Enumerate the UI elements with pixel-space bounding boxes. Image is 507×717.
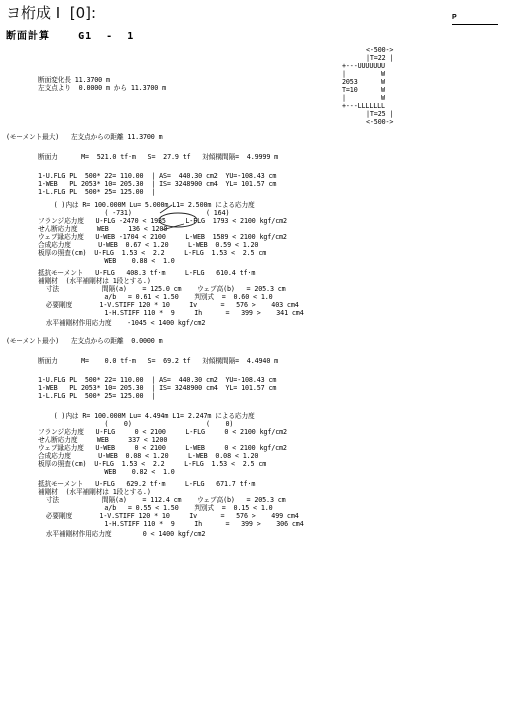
span-change-length: 断面変化長 11.3700 m	[38, 76, 110, 84]
check-row: 板厚の照査(cm) U-FLG 1.53 < 2.2 L-FLG 1.53 < 2.5 cm	[38, 460, 267, 468]
check-row: 水平補剛材作用応力度 0 < 1400 kgf/cm2	[38, 530, 206, 538]
check-row: フランジ応力度 U-FLG 0 < 2100 L-FLG 0 < 2100 kgf/cm2	[38, 428, 287, 436]
check-row: 水平補剛材作用応力度 -1045 < 1400 kgf/cm2	[38, 319, 206, 327]
check-row: 寸法 間隔(a) = 125.0 cm ウェブ高(b) = 205.3 cm	[38, 285, 286, 293]
section-forces: 断面力 M= 521.0 tf·m S= 27.9 tf 対傾構間隔= 4.9999 m	[38, 153, 279, 161]
section-property-row: 1-L.FLG PL 500* 25= 125.00 |	[38, 392, 156, 400]
page-mark: P	[452, 14, 457, 21]
diagram-line: <-500->	[366, 118, 394, 126]
section-property-row: 1-L.FLG PL 500* 25= 125.00 |	[38, 188, 156, 196]
check-row: 補剛材 (水平補剛材は 1段とする.)	[38, 277, 151, 285]
diagram-line: T=10 W	[342, 86, 385, 94]
check-row: 抵抗モーメント U-FLG 408.3 tf·m L-FLG 610.4 tf·m	[38, 269, 256, 277]
section-forces: 断面力 M= 0.0 tf·m S= 69.2 tf 対傾構間隔= 4.4940 m	[38, 357, 279, 365]
section-property-row: 1-U.FLG PL 500* 22= 110.00 | AS= 440.30 cm2 YU=-108.43 cm	[38, 376, 277, 384]
check-row: 寸法 間隔(a) = 112.4 cm ウェブ高(b) = 205.3 cm	[38, 496, 286, 504]
check-row: 合成応力度 U-WEB 0.67 < 1.20 L-WEB 0.59 < 1.20	[38, 241, 259, 249]
handwritten-title: ヨ桁成 I [0]:	[6, 4, 97, 22]
diagram-line: | W	[342, 70, 385, 78]
check-row: 1-H.STIFF 110 * 9 Ih = 399 > 306 cm4	[38, 520, 304, 528]
reference-stresses: ( -731) ( 164)	[38, 209, 230, 217]
check-row: WEB 0.82 < 1.0	[38, 468, 175, 476]
check-row: a/b = 0.61 < 1.50 判別式 = 0.60 < 1.0	[38, 293, 273, 301]
check-row: フランジ応力度 U-FLG -2470 < 1935 L-FLG 1793 < 2100 kgf/cm2	[38, 217, 287, 225]
check-row: ウェブ縁応力度 U-WEB -1704 < 2100 L-WEB 1589 < 2100 kgf/cm2	[38, 233, 287, 241]
check-row: せん断応力度 WEB 337 < 1200	[38, 436, 168, 444]
check-row: せん断応力度 WEB 136 < 1200	[38, 225, 168, 233]
stress-note: ( )内は R= 100.000M Lu= 4.494m L1= 2.247m による応力度	[38, 412, 255, 420]
section-property-row: 1-U.FLG PL 500* 22= 110.00 | AS= 440.30 cm2 YU=-108.43 cm	[38, 172, 277, 180]
check-row: a/b = 0.55 < 1.50 判別式 = 0.15 < 1.0	[38, 504, 273, 512]
case-heading: (モーメント最小) 左支点からの距離 0.0000 m	[6, 337, 163, 345]
check-row: 抵抗モーメント U-FLG 629.2 tf·m L-FLG 671.7 tf·m	[38, 480, 256, 488]
diagram-line: +---LLLLLLL	[342, 102, 385, 110]
check-row: 合成応力度 U-WEB 0.08 < 1.20 L-WEB 0.08 < 1.20	[38, 452, 259, 460]
check-row: 必要剛度 1-V.STIFF 120 * 10 Iv = 576 > 403 cm4	[38, 301, 299, 309]
diagram-line: |T=25 |	[366, 110, 394, 118]
check-row: 補剛材 (水平補剛材は 1段とする.)	[38, 488, 151, 496]
section-property-row: 1-WEB PL 2053* 10= 205.30 | IS= 3248900 cm4 YL= 101.57 cm	[38, 180, 277, 188]
section-title: 断面計算 G1 - 1	[6, 31, 135, 42]
stress-note: ( )内は R= 100.000M Lu= 5.000m L1= 2.500m による応力度	[38, 201, 255, 209]
diagram-line: 2053 W	[342, 78, 385, 86]
check-row: 板厚の照査(cm) U-FLG 1.53 < 2.2 L-FLG 1.53 < 2.5 cm	[38, 249, 267, 257]
reference-stresses: ( 0) ( 0)	[38, 420, 234, 428]
diagram-line: |T=22 |	[366, 54, 394, 62]
check-row: WEB 0.88 < 1.0	[38, 257, 175, 265]
check-row: ウェブ縁応力度 U-WEB 0 < 2100 L-WEB 0 < 2100 kgf/cm2	[38, 444, 287, 452]
diagram-line: <-500->	[366, 46, 394, 54]
span-range: 左支点より 0.0000 m から 11.3700 m	[38, 84, 167, 92]
case-heading: (モーメント最大) 左支点からの距離 11.3700 m	[6, 133, 163, 141]
diagram-line: | W	[342, 94, 385, 102]
diagram-line: +---UUUUUUU	[342, 62, 385, 70]
check-row: 必要剛度 1-V.STIFF 120 * 10 Iv = 576 > 499 cm4	[38, 512, 299, 520]
section-property-row: 1-WEB PL 2053* 10= 205.30 | IS= 3248900 cm4 YL= 101.57 cm	[38, 384, 277, 392]
check-row: 1-H.STIFF 110 * 9 Ih = 399 > 341 cm4	[38, 309, 304, 317]
